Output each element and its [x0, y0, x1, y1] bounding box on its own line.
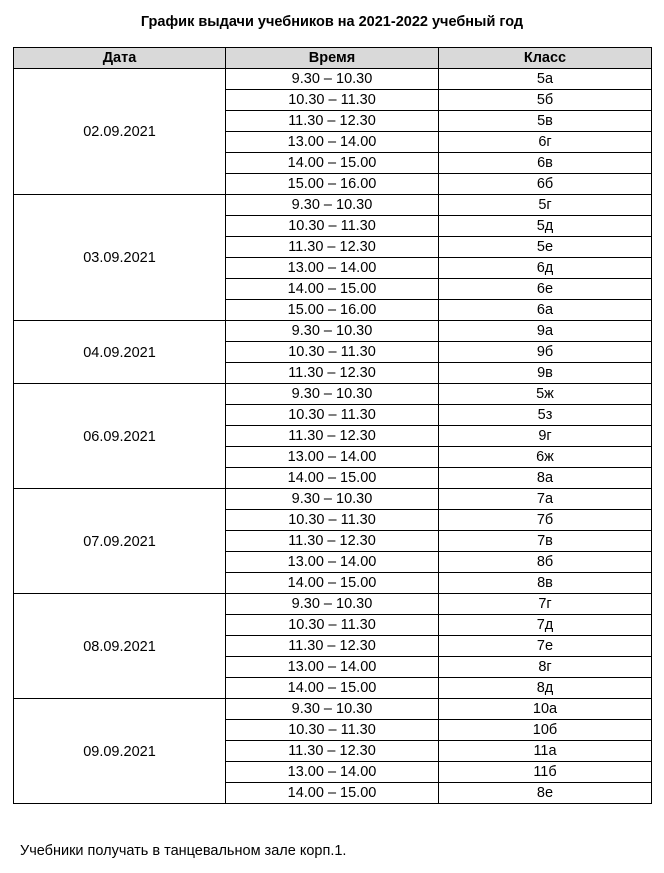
date-cell: [14, 321, 226, 384]
time-cell: 14.00 – 15.00: [226, 573, 439, 594]
time-cell: 13.00 – 14.00: [226, 552, 439, 573]
time-cell: 13.00 – 14.00: [226, 132, 439, 153]
table-row: [14, 195, 652, 216]
class-cell: 6е: [439, 279, 652, 300]
time-cell: 11.30 – 12.30: [226, 741, 439, 762]
class-cell: 6г: [439, 132, 652, 153]
class-cell: 6а: [439, 300, 652, 321]
date-value: 06.09.2021: [83, 428, 156, 445]
date-cell: [14, 594, 226, 699]
class-cell: 11а: [439, 741, 652, 762]
class-cell: 8г: [439, 657, 652, 678]
time-cell: 15.00 – 16.00: [226, 174, 439, 195]
time-cell: 15.00 – 16.00: [226, 300, 439, 321]
table-row: [14, 489, 652, 510]
date-cell: [14, 195, 226, 321]
class-cell: 5б: [439, 90, 652, 111]
class-cell: 9а: [439, 321, 652, 342]
class-cell: 7б: [439, 510, 652, 531]
document-title: График выдачи учебников на 2021-2022 учебный год: [140, 14, 524, 30]
date-value: 03.09.2021: [83, 250, 156, 266]
date-cell: [14, 69, 226, 195]
time-cell: 9.30 – 10.30: [226, 594, 439, 615]
time-cell: 10.30 – 11.30: [226, 615, 439, 636]
class-cell: 6в: [439, 153, 652, 174]
class-cell: 7а: [439, 489, 652, 510]
class-cell: 6д: [439, 258, 652, 279]
date-value: 04.09.2021: [83, 344, 156, 361]
date-cell: [14, 489, 226, 594]
date-value: 07.09.2021: [83, 533, 156, 550]
class-cell: 9б: [439, 342, 652, 363]
class-cell: 6б: [439, 174, 652, 195]
class-cell: 7д: [439, 615, 652, 636]
class-cell: 5з: [439, 405, 652, 426]
time-cell: 11.30 – 12.30: [226, 636, 439, 657]
time-cell: 9.30 – 10.30: [226, 321, 439, 342]
time-cell: 11.30 – 12.30: [226, 237, 439, 258]
class-cell: 8д: [439, 678, 652, 699]
time-cell: 14.00 – 15.00: [226, 783, 439, 804]
footer-note: Учебники получать в танцевальном зале корп.1.: [20, 843, 347, 859]
class-cell: 8а: [439, 468, 652, 489]
header-date: Дата: [14, 48, 226, 69]
schedule-table: [13, 47, 652, 804]
table-row: [14, 384, 652, 405]
time-cell: 14.00 – 15.00: [226, 279, 439, 300]
class-cell: 5е: [439, 237, 652, 258]
time-cell: 10.30 – 11.30: [226, 510, 439, 531]
table-row: [14, 699, 652, 720]
class-cell: 5а: [439, 69, 652, 90]
time-cell: 11.30 – 12.30: [226, 531, 439, 552]
time-cell: 9.30 – 10.30: [226, 384, 439, 405]
time-cell: 11.30 – 12.30: [226, 363, 439, 384]
time-cell: 13.00 – 14.00: [226, 762, 439, 783]
header-time: Время: [226, 48, 439, 69]
class-cell: 5г: [439, 195, 652, 216]
class-cell: 10а: [439, 699, 652, 720]
table-row: [14, 69, 652, 90]
class-cell: 8в: [439, 573, 652, 594]
time-cell: 10.30 – 11.30: [226, 216, 439, 237]
table-row: [14, 594, 652, 615]
time-cell: 9.30 – 10.30: [226, 195, 439, 216]
time-cell: 11.30 – 12.30: [226, 426, 439, 447]
class-cell: 9г: [439, 426, 652, 447]
date-value: 09.09.2021: [83, 743, 156, 760]
class-cell: 5ж: [439, 384, 652, 405]
time-cell: 9.30 – 10.30: [226, 69, 439, 90]
time-cell: 14.00 – 15.00: [226, 468, 439, 489]
time-cell: 13.00 – 14.00: [226, 258, 439, 279]
class-cell: 7в: [439, 531, 652, 552]
date-cell: [14, 384, 226, 489]
schedule-body: [14, 69, 652, 804]
date-value: 08.09.2021: [83, 638, 156, 655]
class-cell: 10б: [439, 720, 652, 741]
time-cell: 14.00 – 15.00: [226, 153, 439, 174]
class-cell: 7г: [439, 594, 652, 615]
class-cell: 8б: [439, 552, 652, 573]
class-cell: 6ж: [439, 447, 652, 468]
time-cell: 10.30 – 11.30: [226, 90, 439, 111]
time-cell: 13.00 – 14.00: [226, 657, 439, 678]
time-cell: 9.30 – 10.30: [226, 489, 439, 510]
time-cell: 10.30 – 11.30: [226, 342, 439, 363]
class-cell: 5д: [439, 216, 652, 237]
time-cell: 10.30 – 11.30: [226, 405, 439, 426]
time-cell: 10.30 – 11.30: [226, 720, 439, 741]
class-cell: 5в: [439, 111, 652, 132]
time-cell: 13.00 – 14.00: [226, 447, 439, 468]
class-cell: 7е: [439, 636, 652, 657]
table-row: [14, 321, 652, 342]
class-cell: 11б: [439, 762, 652, 783]
time-cell: 9.30 – 10.30: [226, 699, 439, 720]
class-cell: 8е: [439, 783, 652, 804]
time-cell: 11.30 – 12.30: [226, 111, 439, 132]
time-cell: 14.00 – 15.00: [226, 678, 439, 699]
date-cell: [14, 699, 226, 804]
date-value: 02.09.2021: [83, 124, 156, 140]
class-cell: 9в: [439, 363, 652, 384]
header-class: Класс: [439, 48, 652, 69]
table-header-row: [14, 48, 652, 69]
